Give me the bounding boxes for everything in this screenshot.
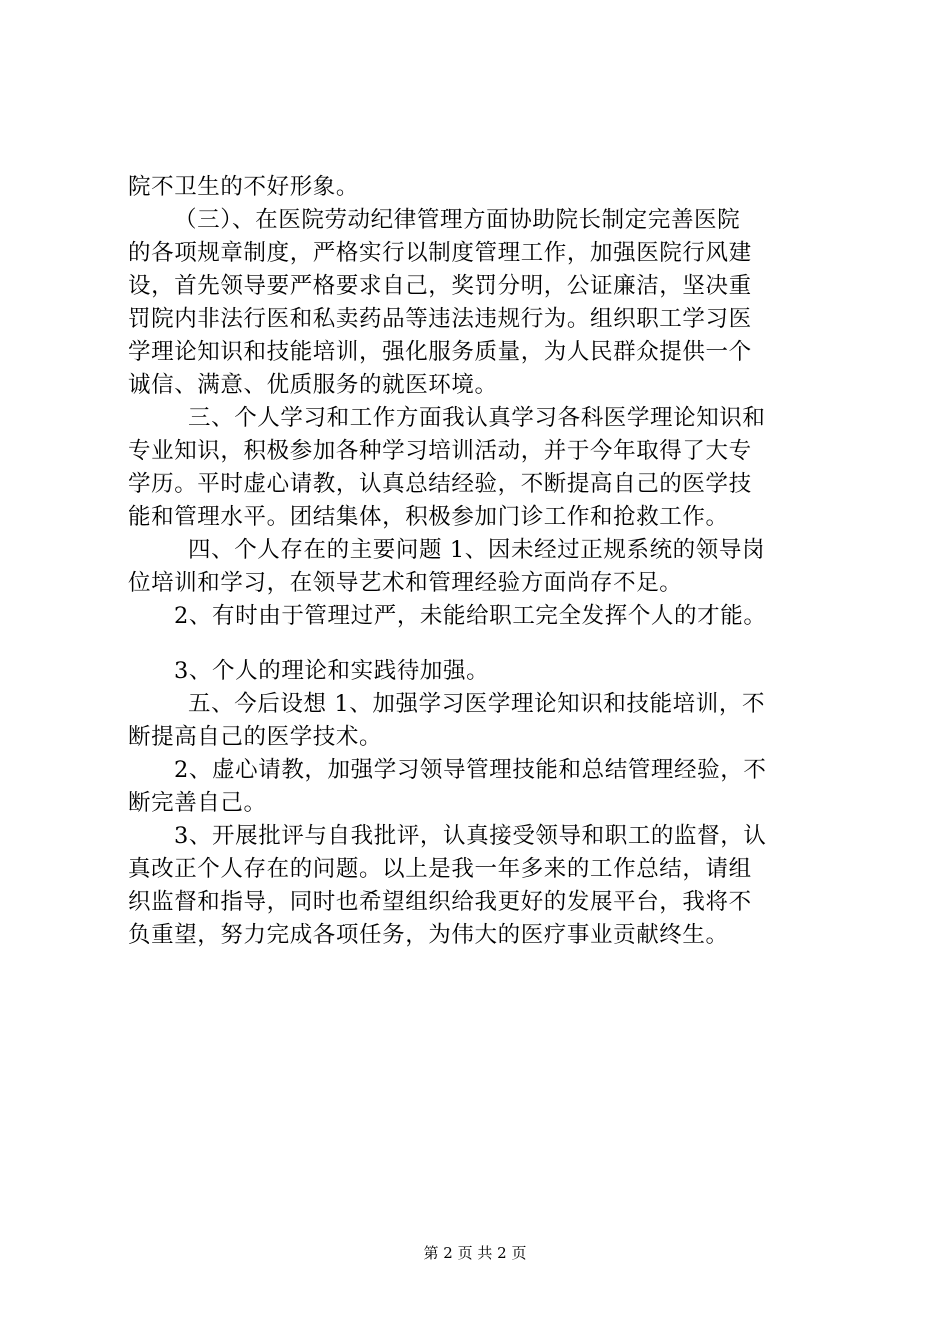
text-line-19: 断完善自己。 — [128, 790, 267, 816]
page-number-footer: 第 2 页 共 2 页 — [423, 1244, 527, 1262]
text-line-16: 五、今后设想 1、加强学习医学理论知识和技能培训，不 — [188, 691, 766, 717]
text-line-20: 3、开展批评与自我批评，认真接受领导和职工的监督，认 — [174, 823, 767, 849]
text-line-7: 诚信、满意、优质服务的就医环境。 — [128, 372, 498, 398]
text-line-4: 设，首先领导要严格要求自己，奖罚分明，公证廉洁，坚决重 — [128, 273, 752, 299]
text-line-5: 罚院内非法行医和私卖药品等违法违规行为。组织职工学习医 — [128, 306, 752, 332]
text-line-18: 2、虚心请教，加强学习领导管理技能和总结管理经验，不 — [174, 757, 767, 783]
text-line-8: 三、个人学习和工作方面我认真学习各科医学理论知识和 — [188, 405, 766, 431]
text-line-15: 3、个人的理论和实践待加强。 — [174, 658, 490, 684]
text-line-1: 院不卫生的不好形象。 — [128, 174, 360, 200]
text-line-22: 织监督和指导，同时也希望组织给我更好的发展平台，我将不 — [128, 889, 752, 915]
text-line-6: 学理论知识和技能培训，强化服务质量，为人民群众提供一个 — [128, 339, 752, 365]
text-line-12: 四、个人存在的主要问题 1、因未经过正规系统的领导岗 — [188, 537, 766, 563]
text-line-17: 断提高自己的医学技术。 — [128, 724, 383, 750]
text-line-9: 专业知识，积极参加各种学习培训活动，并于今年取得了大专 — [128, 438, 752, 464]
text-line-2: （三）、在医院劳动纪律管理方面协助院长制定完善医院 — [174, 207, 741, 233]
text-line-11: 能和管理水平。团结集体，积极参加门诊工作和抢救工作。 — [128, 504, 729, 530]
text-line-13: 位培训和学习，在领导艺术和管理经验方面尚存不足。 — [128, 570, 683, 596]
text-line-14: 2、有时由于管理过严，未能给职工完全发挥个人的才能。 — [174, 603, 767, 629]
text-line-23: 负重望，努力完成各项任务，为伟大的医疗事业贡献终生。 — [128, 922, 729, 948]
text-line-3: 的各项规章制度，严格实行以制度管理工作，加强医院行风建 — [128, 240, 752, 266]
text-line-10: 学历。平时虚心请教，认真总结经验，不断提高自己的医学技 — [128, 471, 752, 497]
text-line-21: 真改正个人存在的问题。以上是我一年多来的工作总结，请组 — [128, 856, 752, 882]
